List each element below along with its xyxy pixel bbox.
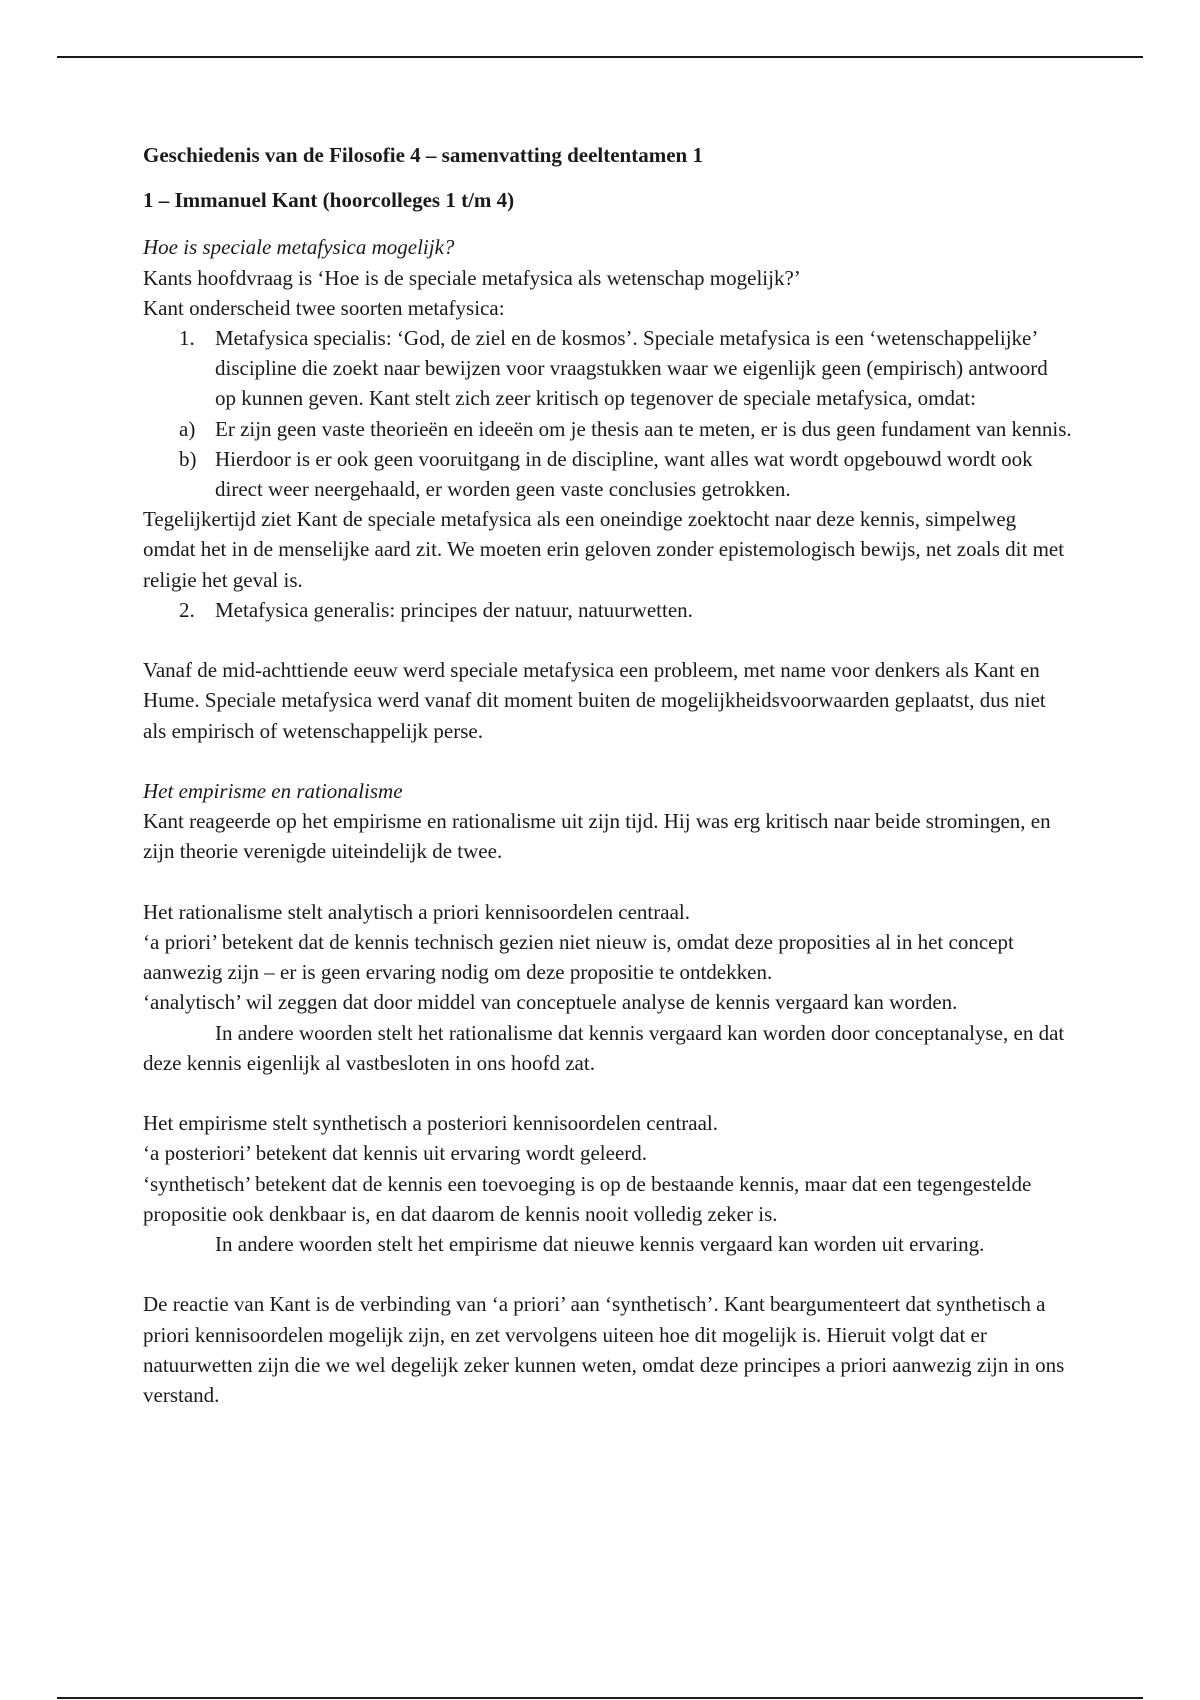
list-item-1 — [143, 323, 1073, 414]
paragraph: Het rationalisme stelt analytisch a priori kennisoordelen centraal. — [143, 899, 690, 924]
top-divider — [57, 56, 1143, 58]
paragraph: In andere woorden stelt het rationalisme dat kennis vergaard kan worden door conceptanalyse, en dat deze kennis eigenlijk al vastbesloten in ons hoofd zat. — [143, 1020, 1065, 1075]
chapter-heading: 1 – Immanuel Kant (hoorcolleges 1 t/m 4) — [143, 188, 515, 213]
paragraph: Tegelijkertijd ziet Kant de speciale metafysica als een oneindige zoektocht naar deze kennis, simpelweg omdat het in de menselijke aard zit. We moeten erin geloven zonder epistemologisch bewijs, net zoals dit met religie het geval is. — [143, 507, 1065, 592]
paragraph: De reactie van Kant is de verbinding van ‘a priori’ aan ‘synthetisch’. Kant beargumenteert dat synthetisch a priori kennisoordelen mogelijk zijn, en zet vervolgens uiteen hoe dit mogelijk is. Hieruit volgt dat er natuurwetten zijn die we wel degelijk zeker kunnen weten, omdat deze principes a priori aanwezig zijn in ons verstand. — [143, 1292, 1065, 1408]
list-marker: a) — [179, 416, 196, 441]
paragraph: In andere woorden stelt het empirisme dat nieuwe kennis vergaard kan worden uit ervaring. — [215, 1232, 985, 1257]
paragraph: ‘a posteriori’ betekent dat kennis uit ervaring wordt geleerd. — [143, 1141, 648, 1166]
paragraph: Het empirisme stelt synthetisch a posteriori kennisoordelen centraal. — [143, 1111, 718, 1136]
paragraph: ‘analytisch’ wil zeggen dat door middel van conceptuele analyse de kennis vergaard kan worden. — [143, 990, 958, 1015]
list-item-b — [143, 444, 1073, 504]
paragraph: Kants hoofdvraag is ‘Hoe is de speciale metafysica als wetenschap mogelijk?’ — [143, 265, 801, 290]
list-marker: 2. — [179, 597, 195, 622]
list-item-text: Hierdoor is er ook geen vooruitgang in de discipline, want alles wat wordt opgebouwd wordt ook direct weer neergehaald, er worden geen vaste conclusies getrokken. — [215, 446, 1033, 502]
paragraph: ‘a priori’ betekent dat de kennis technisch gezien niet nieuw is, omdat deze proposities al in het concept aanwezig zijn – er is geen ervaring nodig om deze propositie te ontdekken. — [143, 930, 1014, 985]
list-marker: 1. — [179, 326, 195, 351]
bottom-divider — [57, 1697, 1143, 1699]
list-item-text: Er zijn geen vaste theorieën en ideeën om je thesis aan te meten, er is dus geen fundament van kennis. — [215, 416, 1072, 441]
list-item-2 — [143, 595, 1073, 625]
subheading-speciale-metafysica: Hoe is speciale metafysica mogelijk? — [143, 235, 455, 260]
list-item-text: Metafysica specialis: ‘God, de ziel en de kosmos’. Speciale metafysica is een ‘wetenschappelijke’ discipline die zoekt naar bewijzen voor vraagstukken waar we eigenlijk geen (empirisch) antwoord op kunnen geven. Kant stelt zich zeer kritisch op tegenover de speciale metafysica, omdat: — [215, 326, 1048, 411]
document-body — [143, 140, 1073, 1410]
paragraph: Vanaf de mid-achttiende eeuw werd speciale metafysica een probleem, met name voor denkers als Kant en Hume. Speciale metafysica werd vanaf dit moment buiten de mogelijkheidsvoorwaarden geplaatst, dus niet als empirisch of wetenschappelijk perse. — [143, 658, 1046, 743]
document-title: Geschiedenis van de Filosofie 4 – samenvatting deeltentamen 1 — [143, 143, 703, 167]
list-item-text: Metafysica generalis: principes der natuur, natuurwetten. — [215, 597, 693, 622]
paragraph: Kant onderscheid twee soorten metafysica: — [143, 295, 505, 320]
paragraph: Kant reageerde op het empirisme en rationalisme uit zijn tijd. Hij was erg kritisch naar beide stromingen, en zijn theorie verenigde uiteindelijk de twee. — [143, 809, 1051, 864]
list-item-a — [143, 414, 1073, 444]
paragraph: ‘synthetisch’ betekent dat de kennis een toevoeging is op de bestaande kennis, maar dat een tegengestelde propositie ook denkbaar is, en dat daarom de kennis nooit volledig zeker is. — [143, 1171, 1032, 1226]
subheading-empirisme-rationalisme: Het empirisme en rationalisme — [143, 779, 403, 804]
list-marker: b) — [179, 446, 197, 471]
